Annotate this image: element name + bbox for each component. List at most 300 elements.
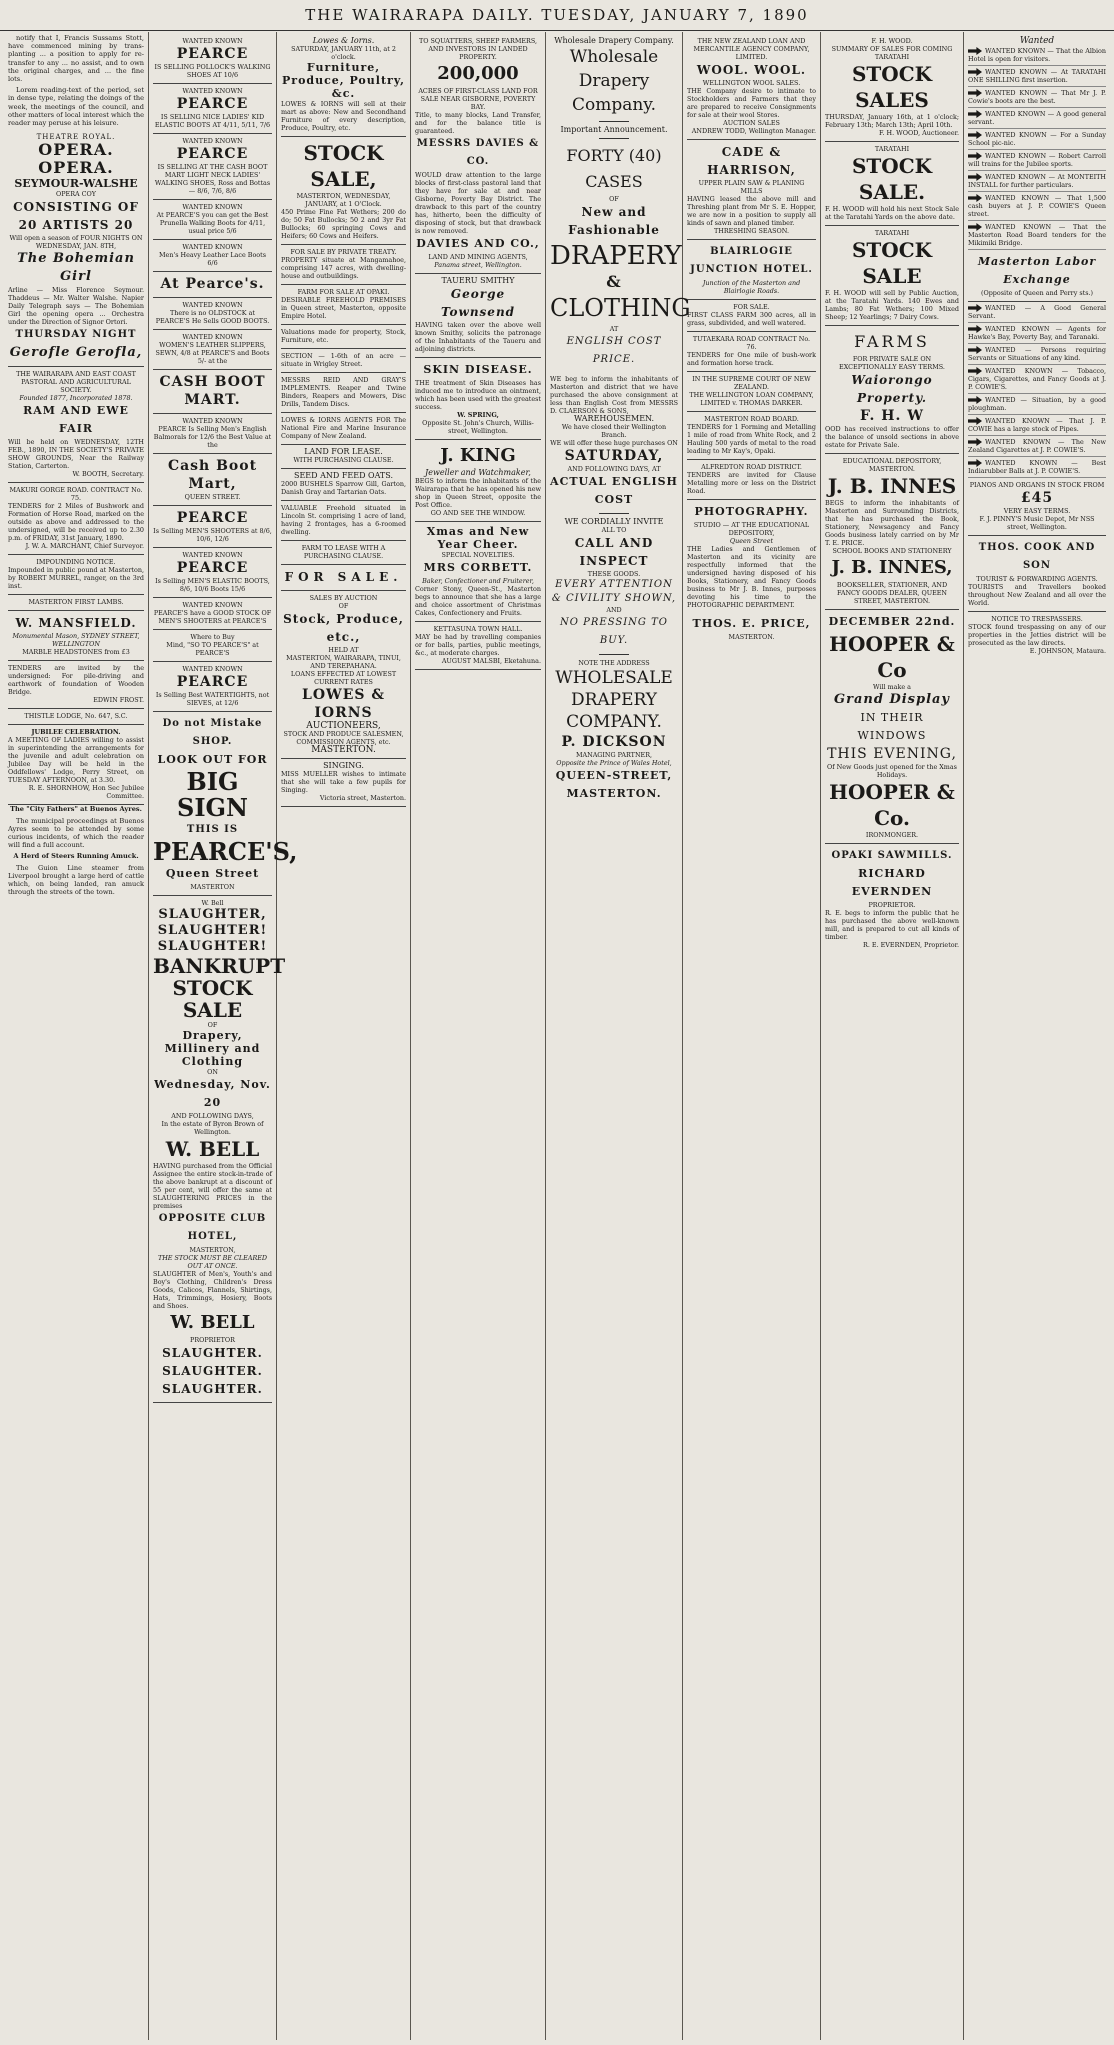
wanted-item-text: WANTED KNOWN — That the Albion Hotel is open for visitors. xyxy=(968,47,1106,63)
oats-text: 2000 BUSHELS Sparrow Gill, Garton, Danish Gray and Tartarian Oats. xyxy=(281,480,406,496)
of-line: OF xyxy=(207,1021,218,1029)
farms-sub: FOR PRIVATE SALE ON EXCEPTIONALLY EASY TERMS. xyxy=(839,355,945,371)
davies-address: Panama street, Wellington. xyxy=(434,261,522,269)
mansfield-ad xyxy=(8,611,144,661)
wbell-top: W. Bell xyxy=(201,899,224,907)
evening-line: THIS EVENING, xyxy=(827,746,957,762)
wholesale-ad xyxy=(550,34,691,807)
road-board-heading: MASTERTON ROAD BOARD. xyxy=(704,415,799,423)
davies-heading: MESSRS DAVIES & CO. xyxy=(416,138,540,167)
hall-heading: KETTASUNA TOWN HALL. xyxy=(433,625,523,633)
pointing-hand-icon xyxy=(968,346,982,354)
trespass-text: STOCK found trespassing on any of our properties in the Jetties district will be prosecuted as the law directs. xyxy=(968,623,1106,647)
oats-heading: SEED AND FEED OATS. xyxy=(293,471,393,480)
farm-sale-heading: FOR SALE. xyxy=(733,303,770,311)
ad-kicker: WANTED KNOWN xyxy=(182,203,243,211)
wanted-item xyxy=(968,45,1106,66)
column-7 xyxy=(821,32,964,2040)
lowes-stock-ad xyxy=(281,137,406,245)
innes-heading-2: J. B. INNES, xyxy=(831,557,953,578)
pointing-hand-icon xyxy=(968,223,982,231)
implements-ad xyxy=(281,373,406,413)
places-line: MASTERTON, WAIRARAPA, TINUI, AND TEREPAHANA. xyxy=(286,654,401,670)
opposite-line: OPPOSITE CLUB HOTEL, xyxy=(158,1213,267,1242)
ad-kicker: WANTED KNOWN xyxy=(182,601,243,609)
pearce-ad xyxy=(153,414,272,454)
fhw-text: OOD has received instructions to offer the balance of unsold sections in above estate for Private Sale. xyxy=(825,425,959,449)
spring-address: Opposite St. John's Church, Willis-street, Wellington. xyxy=(422,419,534,435)
wool-sales: WELLINGTON WOOL SALES. xyxy=(702,79,801,87)
king-window: GO AND SEE THE WINDOW. xyxy=(430,509,526,517)
slaughter-1: SLAUGHTER. xyxy=(162,1346,263,1360)
ad-body: There is no OLDSTOCK at PEARCE'S He Sells GOOD BOOTS. xyxy=(155,309,270,325)
tutaekara-ad xyxy=(687,332,816,372)
wanted-item-text: WANTED KNOWN — For a Sunday School pic-nic. xyxy=(968,131,1106,147)
wanted-item-text: WANTED KNOWN — Tobacco, Cigars, Cigarettes, and Fancy Goods at J. P. COWIE'S. xyxy=(968,367,1106,391)
note-address: NOTE THE ADDRESS xyxy=(578,659,650,667)
bell-heading-2: W. BELL xyxy=(170,1312,255,1333)
alfredton-heading: ALFREDTON ROAD DISTRICT. xyxy=(701,463,802,471)
impound-ad xyxy=(8,555,144,595)
ad-body: IS SELLING NICE LADIES' KID ELASTIC BOOTS AT 4/11, 5/11, 7/6 xyxy=(154,113,271,129)
masterton-line: MASTERTON xyxy=(190,883,235,891)
pointing-hand-icon xyxy=(968,194,982,202)
pointing-hand-icon xyxy=(968,173,982,181)
ad-body: PEARCE'S have a GOOD STOCK OF MEN'S SHOOTERS at PEARCE'S xyxy=(153,609,272,625)
thistle-ad xyxy=(8,709,144,725)
farm-lease-heading: FARM TO LEASE WITH A PURCHASING CLAUSE. xyxy=(301,544,386,560)
slaughter-3: SLAUGHTER. xyxy=(162,1382,263,1396)
stock-sale-heading: STOCK SALE, xyxy=(303,141,384,191)
king-name: J. KING xyxy=(440,445,516,466)
opaki-farm-heading: FARM FOR SALE AT OPAKI. xyxy=(297,288,390,296)
pianos-price: £45 xyxy=(1020,490,1054,506)
wanted-item-text: WANTED KNOWN — That 1,500 cash buyers at J. P. COWIE'S Queen street. xyxy=(968,194,1106,218)
xmas-goods: Of New Goods just opened for the Xmas Holidays. xyxy=(827,763,957,779)
wanted-item xyxy=(968,365,1106,394)
tourist-text: TOURISTS and Travellers booked throughout New Zealand and all over the World. xyxy=(968,583,1106,607)
stock-sale-date: MASTERTON, WEDNESDAY, JANUARY, at 1 O'Clock. xyxy=(296,192,391,208)
insurance-text: LOWES & IORNS AGENTS FOR The National Fire and Marine Insurance Company of New Zealand. xyxy=(281,416,406,440)
important-line: Important Announcement. xyxy=(560,125,668,134)
evernden-title: PROPRIETOR. xyxy=(868,901,916,909)
pearce-ad xyxy=(153,34,272,84)
makuri-road-ad xyxy=(8,483,144,555)
auction-line: AUCTION SALES xyxy=(723,119,780,127)
section-text: SECTION — 1-6th of an acre — situate in Wrigley Street. xyxy=(281,352,406,368)
goods-line: THESE GOODS. xyxy=(587,570,641,578)
photography-text: THE Ladies and Gentlemen of Masterton and its vicinity are respectfully informed that the undersigned having disposed of his Books, Stationery, and Fancy Goods business to Mr J. B. Innes, purposes devoting his time to the PHOTOGRAPHIC DEPARTMENT. xyxy=(687,545,816,609)
column-1 xyxy=(4,32,149,2040)
pointing-hand-icon xyxy=(968,110,982,118)
lowes-masterton: MASTERTON. xyxy=(311,745,376,755)
ad-kicker: WANTED KNOWN xyxy=(182,417,243,425)
land-lease-sub: WITH PURCHASING CLAUSE. xyxy=(293,456,394,464)
ad-kicker: WANTED KNOWN xyxy=(182,137,243,145)
masterton-5: MASTERTON. xyxy=(566,787,662,800)
tutaekara-text: TENDERS for One mile of bush-work and formation horse track. xyxy=(687,351,816,367)
wholesale-top: Wholesale Drapery Company. xyxy=(554,36,674,45)
davies-firm: DAVIES AND CO., xyxy=(416,237,540,250)
society-name: THE WAIRARAPA AND EAST COAST PASTORAL AND AGRICULTURAL SOCIETY. xyxy=(16,370,136,395)
nz-loan-ad xyxy=(687,34,816,140)
column-4 xyxy=(411,32,546,2040)
queen-street-6: Queen Street xyxy=(729,537,774,545)
wanted-item xyxy=(968,221,1106,250)
wood-sign-1: F. H. WOOD, Auctioneer. xyxy=(879,129,959,137)
mistake-line: Do not Mistake SHOP. xyxy=(162,718,263,747)
private-treaty-text: PROPERTY situate at Mangamahoe, comprising 147 acres, with dwelling-house and outbuildings. xyxy=(281,256,406,280)
king-text: BEGS to inform the inhabitants of the Wairarapa that he has opened his new shop in Queen Street, opposite the Post Office. xyxy=(415,477,541,509)
valuations-text: Valuations made for property, Stock, Furniture, etc. xyxy=(281,328,406,344)
lowes-head: Lowes & Iorns. xyxy=(312,36,375,45)
wanted-item-text: WANTED KNOWN — That the Masterton Road Board tenders for the Mikimiki Bridge. xyxy=(968,223,1106,247)
column-5 xyxy=(546,32,691,2040)
spring-name: W. SPRING, xyxy=(457,411,499,419)
supreme-heading: IN THE SUPREME COURT OF NEW ZEALAND. xyxy=(692,375,811,391)
photography-ad xyxy=(687,500,816,645)
thursday-night: THURSDAY NIGHT xyxy=(15,329,137,341)
pearce-ad xyxy=(153,630,272,662)
wood-summary-ad xyxy=(825,34,959,142)
branch-line: We have closed their Wellington Branch. xyxy=(561,423,667,439)
wanted-item xyxy=(968,302,1106,323)
gerofle-title: Gerofle Gerofla, xyxy=(9,345,143,361)
davies-land: LAND AND MINING AGENTS, xyxy=(428,253,528,261)
cade-heading: CADE & HARRISON, xyxy=(707,145,796,177)
farm-sale-ad xyxy=(687,300,816,332)
skin-text: THE treatment of Skin Diseases has induced me to introduce an ointment, which has been used with the greatest success. xyxy=(415,379,541,411)
marble-line: MARBLE HEADSTONES from £3 xyxy=(22,648,130,657)
title-text: Title, to many blocks, Land Transfer, and for the balance title is guaranteed. xyxy=(415,111,541,135)
offer-line: WE will offer these huge purchases ON xyxy=(550,439,678,447)
slaughter-2: SLAUGHTER. xyxy=(162,1364,263,1378)
pearces-line: PEARCE'S, xyxy=(153,837,298,866)
nz-loan-heading: THE NEW ZEALAND LOAN AND MERCANTILE AGENCY COMPANY, LIMITED. xyxy=(693,37,810,61)
taratahi-1: TARATAHI xyxy=(874,53,910,61)
call-inspect: CALL AND INSPECT xyxy=(574,536,654,568)
wanted-item xyxy=(968,436,1106,457)
hall-text: MAY be had by travelling companies or for balls, parties, public meetings, &c., at moderate charges. xyxy=(415,633,541,657)
oats-ad xyxy=(281,469,406,501)
ad-body: PEARCE Is Selling Men's English Balmorals for 12/6 the Best Value at the xyxy=(153,425,272,449)
warehousemen-line: WAREHOUSEMEN. xyxy=(573,414,655,423)
section-ad xyxy=(281,349,406,373)
wanted-item-text: WANTED KNOWN — At TARATAHI ONE SHILLING first insertion. xyxy=(968,68,1106,84)
ad-body: Is Selling MEN'S ELASTIC BOOTS, 8/6, 10/6 Boots 15/6 xyxy=(155,577,270,593)
pointing-hand-icon xyxy=(968,438,982,446)
ram-fair-sign: W. BOOTH, Secretary. xyxy=(72,470,144,479)
article-opening: notify that I, Francis Sussams Stott, have commenced mining by trans-planting ... a position to apply for re-transfer to any ... no assist, and to own the original charges, and ... the fine lots. xyxy=(8,34,144,84)
wanted-item-text: WANTED KNOWN — That Mr J. P. Cowie's boots are the best. xyxy=(968,89,1106,105)
labor-heading: Masterton Labor Exchange xyxy=(977,255,1097,286)
wanted-item xyxy=(968,394,1106,415)
educational-heading: EDUCATIONAL DEPOSITORY, MASTERTON. xyxy=(842,457,942,473)
tenders-text: TENDERS are invited by the undersigned: For pile-driving and earthwork of foundation of Wooden Bridge. xyxy=(8,664,144,697)
corbett-ad xyxy=(415,522,541,622)
ad-body: IS SELLING POLLOCK'S WALKING SHOES AT 10/6 xyxy=(154,63,271,79)
smithy-ad xyxy=(415,274,541,358)
separator xyxy=(599,513,629,514)
pearce-ad xyxy=(153,298,272,330)
alfredton-ad xyxy=(687,460,816,500)
forty-cases: FORTY (40) CASES xyxy=(566,146,662,191)
king-ad xyxy=(415,440,541,522)
thistle-heading: THISTLE LODGE, No. 647, S.C. xyxy=(24,712,128,721)
wanted-item xyxy=(968,344,1106,365)
road-board-ad xyxy=(687,412,816,460)
tenders-sign: EDWIN FROST. xyxy=(93,696,144,705)
wanted-item xyxy=(968,87,1106,108)
innes-text: BEGS to inform the inhabitants of Masterton and Surrounding Districts, that he has purchased the Book, Stationery, Newsagency and Fancy Goods business lately carried on by Mr T. E. PRICE. xyxy=(825,499,959,547)
hooper-heading-2: HOOPER & Co. xyxy=(829,780,955,830)
cook-ad xyxy=(968,536,1106,612)
on-line: ON xyxy=(207,1068,218,1076)
wanted-item-text: WANTED KNOWN — That J. P. COWIE has a large stock of Pipes. xyxy=(968,417,1106,433)
lowes-date: SATURDAY, JANUARY 11th, at 2 o'clock. xyxy=(291,45,396,61)
bell-text: HAVING purchased from the Official Assignee the entire stock-in-trade of the above bankrupt at a discount of 55 per cent, will offer the same at SLAUGHTERING PRICES in the premises xyxy=(153,1162,272,1210)
ad-kicker: WANTED KNOWN xyxy=(182,333,243,341)
threshing-line: THRESHING SEASON. xyxy=(713,227,789,235)
mansfield-name: W. MANSFIELD. xyxy=(15,616,137,631)
separator xyxy=(599,138,629,139)
squatters-heading: TO SQUATTERS, SHEEP FARMERS, AND INVESTORS IN LANDED PROPERTY. xyxy=(418,37,538,61)
pointing-hand-icon xyxy=(968,47,982,55)
days-line: AND FOLLOWING DAYS, xyxy=(171,1112,254,1120)
pointing-hand-icon xyxy=(968,304,982,312)
ad-kicker: WANTED KNOWN xyxy=(182,37,243,45)
bohemian-girl-text: Arline — Miss Florence Seymour. Thaddeus — Mr. Walter Walshe. Napier Daily Telegraph says — The Bohemian Girl the opening opera ... Orchestra under the Direction of Signor Ortori. xyxy=(8,286,144,327)
blair-ad xyxy=(687,240,816,300)
ad-headline: PEARCE xyxy=(176,96,249,112)
singing-heading: SINGING. xyxy=(323,761,364,770)
lowes-auction-ad xyxy=(281,591,406,759)
xmas-heading: Xmas and New Year Cheer. xyxy=(426,525,530,551)
wanted-item xyxy=(968,323,1106,344)
impound-text: Impounded in public pound at Masterton, by ROBERT MURREL, ranger, on the 3rd inst. xyxy=(8,566,144,591)
pointing-hand-icon xyxy=(968,325,982,333)
city-fathers-body: The municipal proceedings at Buenos Ayres seem to be attended by some curious incidents, of which the reader will find a full account. xyxy=(8,816,144,850)
wanted-item-text: WANTED — A Good General Servant. xyxy=(968,304,1106,320)
davies-ad xyxy=(415,34,541,274)
ad-kicker: WANTED KNOWN xyxy=(182,665,243,673)
pointing-hand-icon xyxy=(968,152,982,160)
pianos-ad xyxy=(968,478,1106,536)
insurance-ad xyxy=(281,413,406,445)
stock-sale-heading-2: STOCK SALE. xyxy=(851,154,933,204)
opera-ad xyxy=(8,130,144,367)
private-treaty-ad xyxy=(281,245,406,285)
sales-of: OF xyxy=(338,602,349,610)
wanted-item xyxy=(968,108,1106,129)
masterton-line-2: MASTERTON, xyxy=(189,1246,236,1254)
wanted-item-text: WANTED — Persons requiring Servants or Situations of any kind. xyxy=(968,346,1106,362)
wholesale-heading: Wholesale Drapery Company. xyxy=(569,47,659,115)
wood-name-top: F. H. WOOD. xyxy=(871,37,913,45)
ad-kicker: WANTED KNOWN xyxy=(182,87,243,95)
bell-ad xyxy=(153,896,286,1403)
wanted-list xyxy=(968,45,1106,250)
bohemian-girl-title: The Bohemian Girl xyxy=(17,251,135,285)
ironmonger-line: IRONMONGER. xyxy=(865,831,919,839)
todd-sign: ANDREW TODD, Wellington Manager. xyxy=(691,127,816,135)
pressure-line: NO PRESSING TO BUY. xyxy=(560,617,668,646)
valuations-ad xyxy=(281,325,406,349)
invite-line: WE CORDIALLY INVITE xyxy=(564,517,664,526)
founded-line: Founded 1877, Incorporated 1878. xyxy=(19,394,133,403)
ad-body: Men's Heavy Leather Lace Boots 6/6 xyxy=(159,251,266,267)
auctioneers-line: AUCTIONEERS, xyxy=(306,721,381,731)
taratahi-stock-ad xyxy=(825,142,959,226)
jubilee-text: A MEETING OF LADIES willing to assist in superintending the arrangements for the juvenile and adult celebration on Jubilee Day will be held in the Oddfellows' Lodge, Perry Street, on TUESDAY AFTERNOON, at 3.30. xyxy=(8,736,144,785)
firm-heading: LOWES & IORNS xyxy=(301,687,386,721)
cook-heading: THOS. COOK AND SON xyxy=(978,542,1096,571)
finn-line: F. J. PINNY'S Music Depot, Mr NSS street, Wellington. xyxy=(979,515,1095,531)
bankrupt-heading: BANKRUPT STOCK SALE xyxy=(153,954,286,1022)
road-board-text: TENDERS for 1 Forming and Metalling 1 mile of road from White Rock, and 2 Hauling 500 yards of metal to the road leading to Mr Kay's, Opaki. xyxy=(687,423,816,455)
price-sign: THOS. E. PRICE, xyxy=(692,617,811,630)
hall-ad xyxy=(415,622,541,670)
supreme-ad xyxy=(687,372,816,412)
masthead xyxy=(0,0,1114,31)
ad-kicker: WANTED KNOWN xyxy=(182,301,243,309)
cade-ad xyxy=(687,140,816,240)
jubilee-ad xyxy=(8,725,144,805)
innes-heading: J. B. INNES xyxy=(827,474,957,498)
farm-sale-text: FIRST CLASS FARM 300 acres, all in grass, subdivided, and well watered. xyxy=(687,311,816,327)
december-line: DECEMBER 22nd. xyxy=(828,615,956,628)
ad-body: IS SELLING AT THE CASH BOOT MART LIGHT NECK LADIES' WALKING SHOES, Ross and Bottas — 8/6, 7/6, 8/6 xyxy=(154,163,271,195)
private-treaty-heading: FOR SALE BY PRIVATE TREATY. xyxy=(290,248,397,256)
evernden-sign: R. E. EVERNDEN, Proprietor. xyxy=(863,941,959,949)
dickson-name: P. DICKSON xyxy=(561,734,667,750)
davies-text: WOULD draw attention to the large blocks of first-class pastoral land that they have for sale at and near Gisborne, Poverty Bay District. The drawback to this part of the country has, hitherto, been the difficulty of disposing of stock, but that drawback is now removed. xyxy=(415,171,541,235)
ad-headline: PEARCE xyxy=(176,46,249,62)
wool-text: THE Company desire to intimate to Stockholders and Farmers that they are prepared to receive Consignments for sale at their wool Stores. xyxy=(687,87,816,119)
novelties-line: SPECIAL NOVELTIES. xyxy=(441,551,515,559)
blair-text: Junction of the Masterton and Blairlogie Roads. xyxy=(702,279,801,295)
stock-sale-text-3: F. H. WOOD will sell by Public Auction, at the Taratahi Yards. 140 Ewes and Lambs; 80 Fat Wethers; 100 Mixed Sheep; 12 Yearlings; 7 Dairy Cows. xyxy=(825,289,959,321)
farms-heading: FARMS xyxy=(854,332,930,351)
farms-ad xyxy=(825,326,959,454)
labor-exchange-ad xyxy=(968,250,1106,302)
pearce-ad xyxy=(153,370,272,414)
lowes-furniture-ad xyxy=(281,34,406,137)
king-trade: Jeweller and Watchmaker, xyxy=(425,468,531,477)
actual-cost: ACTUAL ENGLISH COST xyxy=(550,475,678,506)
slaughter-heading: SLAUGHTER, SLAUGHTER! SLAUGHTER! xyxy=(157,907,268,954)
company-sub: OPERA COY xyxy=(55,190,96,199)
pianos-heading: PIANOS AND ORGANS IN STOCK FROM xyxy=(969,481,1105,489)
innes-text-2: BOOKSELLER, STATIONER, AND FANCY GOODS DEALER, QUEEN STREET, MASTERTON. xyxy=(836,581,948,605)
skin-heading: SKIN DISEASE. xyxy=(423,363,533,376)
queen-street-line: Queen Street xyxy=(165,867,260,880)
ad-kicker: Where to Buy xyxy=(190,633,235,641)
easy-terms: VERY EASY TERMS. xyxy=(1003,507,1071,515)
ram-fair-heading: RAM AND EWE FAIR xyxy=(23,404,129,436)
stock-sale-text-2: F. H. WOOD will hold his next Stock Sale at the Taratahi Yards on the above date. xyxy=(825,205,959,221)
partner-line: MANAGING PARTNER, xyxy=(575,751,653,759)
pearce-ad xyxy=(153,598,272,630)
ad-headline: PEARCE xyxy=(176,146,249,162)
skin-ad xyxy=(415,358,541,440)
pearce-ad xyxy=(153,330,272,370)
city-fathers-heading: The "City Fathers" at Buenos Ayres. xyxy=(10,805,142,814)
corbett-text: Corner Stony, Queen-St., Masterton begs to announce that she has a large and choice assortment of Christmas Cakes, Confectionery and Fruits. xyxy=(415,585,541,617)
wanted-list-2 xyxy=(968,302,1106,478)
column-8 xyxy=(964,32,1110,2040)
pearce-ad xyxy=(153,454,272,506)
hooper-ad xyxy=(825,610,959,844)
opposite-line-5: Opposite the Prince of Wales Hotel, xyxy=(556,759,672,767)
implements-text: MESSRS REID AND GRAY'S IMPLEMENTS. Reaper and Twine Binders, Reapers and Mowers, Disc Drills, Tandem Discs. xyxy=(281,376,406,408)
attention-line: EVERY ATTENTION & CIVILITY SHOWN, xyxy=(551,579,677,604)
wanted-item xyxy=(968,171,1106,192)
wanted-item xyxy=(968,66,1106,87)
corbett-sub: Baker, Confectioner and Fruiterer, xyxy=(422,577,534,585)
stock-sales-heading: STOCK SALES xyxy=(851,62,933,112)
taratahi-3: TARATAHI xyxy=(874,229,910,237)
pointing-hand-icon xyxy=(968,396,982,404)
masterton-6: MASTERTON. xyxy=(728,633,775,641)
fhw-initials: F. H. W xyxy=(860,408,924,424)
wholesale-heading-2: WHOLESALE DRAPERY COMPANY. xyxy=(555,668,673,732)
pearce-ad xyxy=(153,548,272,598)
ad-headline: Cash Boot Mart, xyxy=(167,458,258,492)
stock-sale-text: 450 Prime Fine Fat Wethers; 200 do do; 50 Fat Bullocks; 50 2 and 3yr Fat Bullocks; 60 springing Cows and Heifers; 60 Cows and Heifers. xyxy=(281,208,406,240)
columns xyxy=(4,32,1110,2040)
mills-line: UPPER PLAIN SAW & PLANING MILLS xyxy=(698,179,805,195)
pearce-ad xyxy=(153,272,272,298)
pearce-ad xyxy=(153,240,272,272)
acres-number: 200,000 xyxy=(437,63,519,84)
land-lease-heading: LAND FOR LEASE. xyxy=(304,447,383,456)
makuri-text: TENDERS for 2 Miles of Bushwork and Formation of Horse Road, marked on the outside as above and addressed to the undersigned, will be received up to 2.30 p.m. of FRIDAY, 31st January, 1890. xyxy=(8,502,144,543)
impound-heading: IMPOUNDING NOTICE. xyxy=(36,558,116,567)
sale-dates: THURSDAY, January 16th, at 1 o'clock; February 13th; March 13th; April 10th. xyxy=(825,113,959,129)
innes-ad xyxy=(825,454,959,610)
land-lease-ad xyxy=(281,445,406,469)
estate-line: In the estate of Byron Brown of Wellington. xyxy=(161,1120,264,1136)
singing-address: Victoria street, Masterton. xyxy=(319,794,406,802)
makuri-sign: J. W. A. MARCHANT, Chief Surveyor. xyxy=(25,542,144,551)
pointing-hand-icon xyxy=(968,89,982,97)
studio-line: STUDIO — AT THE EDUCATIONAL DEPOSITORY, xyxy=(693,521,810,537)
supreme-case: THE WELLINGTON LOAN COMPANY, LIMITED v. THOMAS DARKER. xyxy=(689,391,814,407)
ad-headline: PEARCE xyxy=(176,674,249,690)
stock-agents-line: STOCK AND PRODUCE SALESMEN, xyxy=(283,730,404,738)
pointing-hand-icon xyxy=(968,459,982,467)
wanted-item-text: WANTED KNOWN — A good general servant. xyxy=(968,110,1106,126)
singing-ad xyxy=(281,759,406,807)
wanted-heading: Wanted xyxy=(1019,36,1055,46)
ad-headline: PEARCE xyxy=(176,560,249,576)
herd-heading: A Herd of Steers Running Amuck. xyxy=(13,852,139,861)
pointing-hand-icon xyxy=(968,417,982,425)
masthead-title: THE WAIRARAPA DAILY. TUESDAY, JANUARY 7, 1890 xyxy=(305,6,809,24)
lookout-line: LOOK OUT FOR xyxy=(157,753,268,766)
wanted-item-text: WANTED KNOWN — Best Indiarubber Balls at J. P. COWIE'S. xyxy=(968,459,1106,475)
at-line: AT xyxy=(609,325,619,333)
pearce-ads xyxy=(153,34,272,712)
make-line: Will make a xyxy=(873,683,911,691)
photography-heading: PHOTOGRAPHY. xyxy=(694,505,809,518)
wool-heading: WOOL. WOOL. xyxy=(696,63,807,77)
tutaekara-heading: TUTAEKARA ROAD CONTRACT No. 76. xyxy=(692,335,811,351)
pearce-ad xyxy=(153,134,272,200)
lowes-text: LOWES & IORNS will sell at their mart as above: New and Secondhand Furniture of every description, Produce, Poultry, etc. xyxy=(281,100,406,132)
jubilee-heading: JUBILEE CELEBRATION. xyxy=(31,728,121,737)
